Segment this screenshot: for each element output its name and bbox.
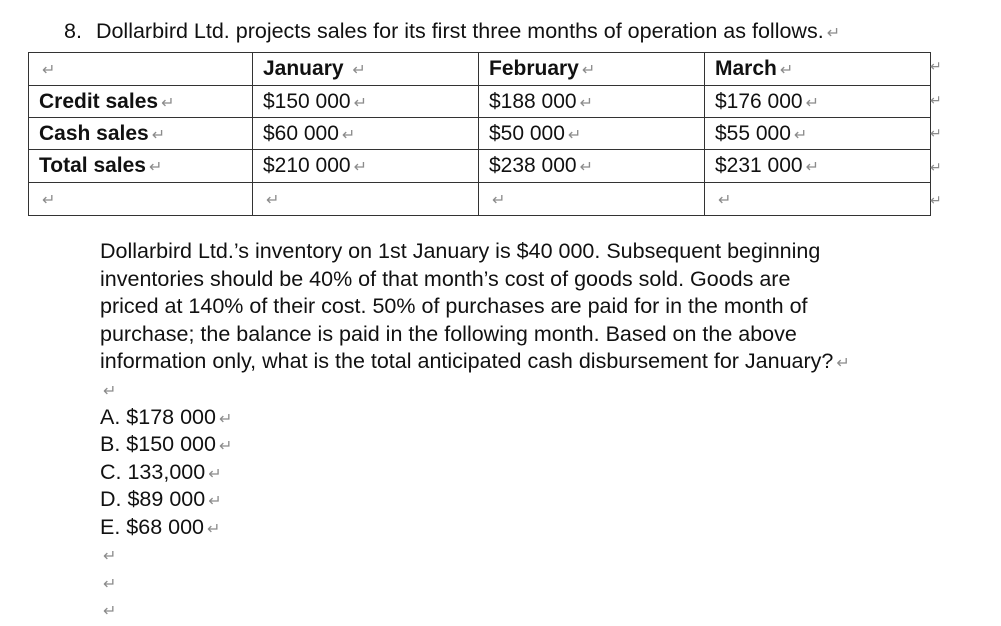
empty-paragraph [100, 541, 232, 569]
cell-mark-icon: ↵ [352, 62, 366, 79]
paragraph-mark-icon: ↵ [207, 520, 221, 538]
body-line-last: information only, what is the total anticipated cash disbursement for January? ↵ [100, 349, 850, 373]
table-header-cell [29, 53, 253, 86]
row-end-mark-icon: ↵ [930, 159, 942, 175]
option-c: C. 133,000 ↵ [100, 459, 222, 484]
row-end-mark-icon: ↵ [930, 125, 942, 141]
option-d: D. $89 000 ↵ [100, 487, 222, 511]
body-line: purchase; the balance is paid in the following month. Based on the above [100, 321, 797, 346]
cell-mark-icon: ↵ [353, 159, 367, 176]
table-cell: $50 000 ↵ [479, 118, 705, 150]
paragraph-mark-icon: ↵ [836, 355, 850, 372]
cell-mark-icon: ↵ [793, 126, 808, 144]
table-cell: $210 000 ↵ [253, 150, 479, 183]
question-number: 8. [64, 19, 82, 43]
paragraph-mark-icon: ↵ [208, 465, 222, 483]
table-row [29, 150, 931, 183]
table-cell: $55 000 ↵ [705, 118, 931, 150]
option-e: E. $68 000 ↵ [100, 514, 221, 539]
cell-mark-icon: ↵ [149, 159, 163, 176]
body-line: priced at 140% of their cost. 50% of purchases are paid for in the month of [100, 294, 808, 318]
question-heading [64, 19, 840, 44]
paragraph-mark-icon: ↵ [218, 438, 233, 455]
table-cell: $188 000 ↵ [479, 86, 705, 118]
cell-mark-icon: ↵ [718, 192, 732, 209]
paragraph-mark-icon: ↵ [218, 410, 233, 428]
table-cell [705, 183, 931, 216]
cell-mark-icon: ↵ [805, 159, 819, 176]
paragraph-mark-icon: ↵ [103, 603, 117, 620]
cell-mark-icon: ↵ [779, 62, 794, 79]
empty-paragraph [100, 569, 232, 597]
cell-mark-icon: ↵ [161, 94, 175, 112]
table-row [29, 86, 931, 118]
table-empty-row [29, 183, 931, 216]
row-label: Cash sales ↵ [29, 118, 253, 150]
cell-mark-icon: ↵ [567, 126, 582, 144]
row-label: Total sales ↵ [29, 150, 253, 183]
table-cell [479, 183, 705, 216]
table-header-cell: March ↵ [705, 53, 931, 86]
paragraph-mark-icon: ↵ [208, 493, 222, 510]
row-end-mark-icon: ↵ [930, 58, 942, 74]
table-header-cell: January ↵ [253, 53, 479, 86]
cell-mark-icon: ↵ [581, 62, 596, 79]
paragraph-mark-icon: ↵ [103, 548, 117, 565]
empty-paragraph [100, 596, 232, 624]
row-label: Credit sales ↵ [29, 86, 253, 118]
sales-table [28, 52, 931, 216]
option-a: A. $178 000 ↵ [100, 404, 233, 429]
question-intro: Dollarbird Ltd. projects sales for its first three months of operation as follows. [95, 19, 824, 43]
table-header-cell: February ↵ [479, 53, 705, 86]
body-line: Dollarbird Ltd.’s inventory on 1st January is $40 000. Subsequent beginning [100, 239, 821, 263]
table-cell: $231 000 ↵ [705, 150, 931, 183]
row-end-mark-icon: ↵ [930, 92, 942, 108]
cell-mark-icon: ↵ [579, 159, 593, 176]
cell-mark-icon: ↵ [266, 192, 280, 209]
question-body [100, 238, 960, 378]
table-cell [29, 183, 253, 216]
paragraph-mark-icon: ↵ [103, 383, 117, 400]
cell-mark-icon: ↵ [151, 126, 166, 144]
cell-mark-icon: ↵ [492, 192, 506, 209]
empty-paragraph [100, 376, 232, 404]
table-cell [253, 183, 479, 216]
cell-mark-icon: ↵ [42, 62, 56, 79]
table-cell: $60 000 ↵ [253, 118, 479, 150]
option-b: B. $150 000 ↵ [100, 432, 233, 456]
cell-mark-icon: ↵ [805, 94, 819, 112]
paragraph-mark-icon: ↵ [103, 575, 117, 593]
cell-mark-icon: ↵ [341, 126, 356, 144]
table-row [29, 118, 931, 150]
answer-options [100, 376, 232, 624]
cell-mark-icon: ↵ [353, 94, 367, 112]
cell-mark-icon: ↵ [579, 94, 593, 112]
table-cell: $176 000 ↵ [705, 86, 931, 118]
table-cell: $150 000 ↵ [253, 86, 479, 118]
row-end-mark-icon: ↵ [930, 192, 942, 208]
body-line: inventories should be 40% of that month’s cost of goods sold. Goods are [100, 266, 791, 291]
table-cell: $238 000 ↵ [479, 150, 705, 183]
table-header-row [29, 53, 931, 86]
cell-mark-icon: ↵ [42, 192, 56, 209]
paragraph-mark-icon: ↵ [826, 25, 841, 42]
